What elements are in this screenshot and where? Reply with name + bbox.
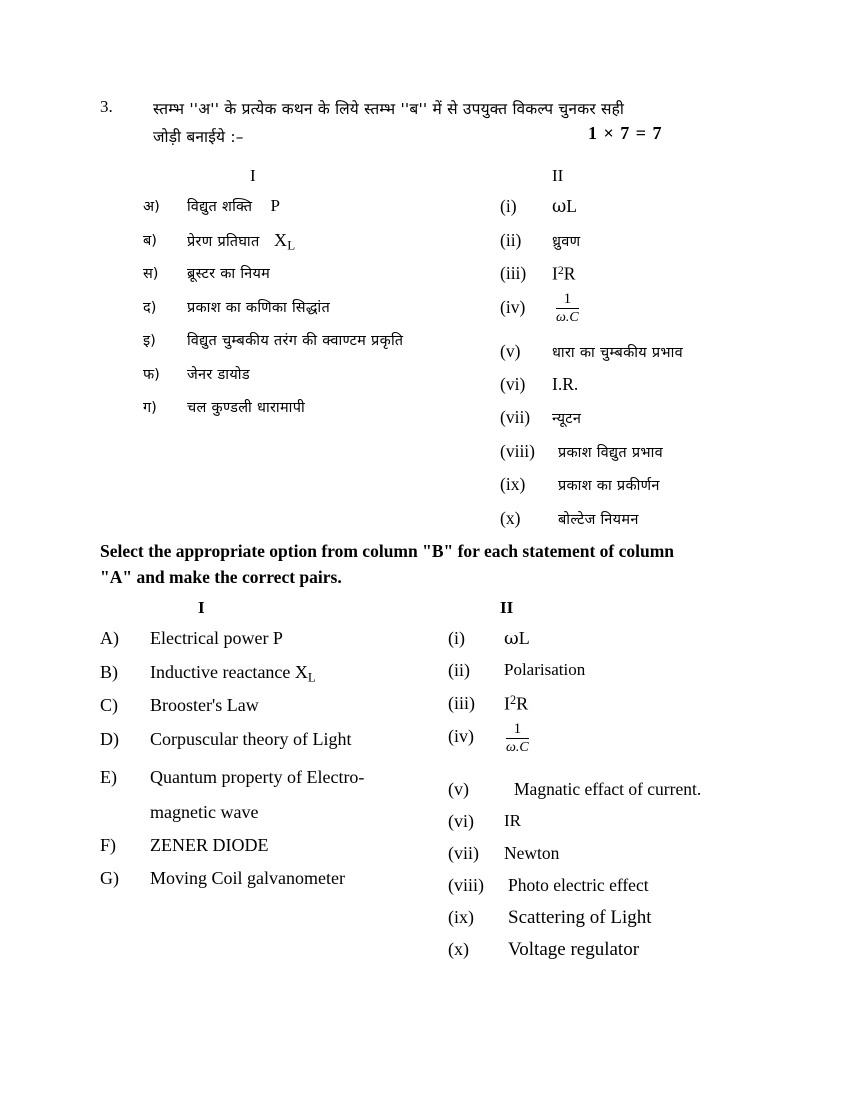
hindi-item-text: विद्युत शक्ति P [187, 196, 281, 215]
english-option-value: ωL [504, 628, 530, 649]
english-option-value [506, 721, 529, 757]
list-item [143, 196, 503, 230]
english-item-label: E) [100, 766, 117, 787]
list-item [500, 407, 800, 441]
english-option-value: Magnatic effact of current. [514, 779, 702, 799]
fraction [506, 722, 529, 755]
hindi-option-value: प्रकाश विद्युत प्रभाव [558, 444, 663, 461]
english-instruction-line-2: "A" and make the correct pairs. [100, 567, 342, 587]
english-option-value: Newton [504, 843, 560, 863]
hindi-item-label: ग) [143, 400, 157, 416]
hindi-column-2-header: II [552, 166, 564, 185]
list-item [500, 230, 800, 264]
english-column-2-header: II [500, 598, 514, 617]
roman-numeral: (ix) [448, 907, 474, 927]
list-item [100, 868, 480, 902]
fraction-numerator: 1 [506, 722, 529, 739]
list-item [448, 721, 788, 779]
hindi-option-value: प्रकाश का प्रकीर्णन [558, 478, 660, 494]
english-column-2-list [448, 628, 788, 971]
list-item [500, 290, 800, 341]
english-item-text: ZENER DIODE [150, 834, 269, 855]
list-item-continuation [100, 802, 480, 835]
list-item [100, 628, 480, 662]
list-item [500, 474, 800, 508]
list-item [143, 330, 503, 364]
list-item [100, 835, 480, 869]
hindi-item-text: प्रकाश का कणिका सिद्धांत [187, 299, 331, 316]
symbol-x-subscript: L [287, 237, 296, 253]
english-item-label: G) [100, 868, 119, 888]
hindi-column-1-header: I [250, 166, 256, 185]
hindi-item-label: द) [143, 299, 157, 316]
hindi-prompt-line-2: जोड़ी बनाईये :– [153, 128, 244, 146]
hindi-column-2-list [500, 196, 800, 541]
english-item-text: magnetic wave [150, 801, 259, 822]
roman-numeral: (vii) [448, 843, 479, 863]
roman-numeral: (ii) [448, 660, 470, 680]
english-item-text: Quantum property of Electro- [150, 766, 365, 787]
roman-numeral: (vi) [500, 373, 526, 394]
list-item [500, 374, 800, 408]
list-item [448, 811, 788, 843]
hindi-item-text: प्रेरण प्रतिघात $X_L$ [187, 229, 296, 253]
fraction-denominator: ω.C [556, 309, 579, 325]
list-item [448, 843, 788, 875]
fraction-denominator: ω.C [506, 740, 529, 755]
hindi-option-value: धारा का चुम्बकीय प्रभाव [552, 344, 684, 361]
english-item-text: Inductive reactance $X_L$ [150, 661, 316, 685]
roman-numeral: (i) [448, 628, 465, 648]
roman-numeral: (iii) [500, 263, 527, 283]
hindi-item-label: ब) [143, 232, 157, 249]
hindi-item-label: स) [143, 266, 159, 282]
list-item [500, 341, 800, 374]
symbol-x-subscript: L [307, 669, 316, 685]
list-item [143, 230, 503, 264]
roman-numeral: (i) [500, 196, 517, 216]
fraction-numerator: 1 [556, 292, 579, 309]
question-number: 3. [100, 97, 113, 116]
roman-numeral: (ii) [500, 229, 522, 250]
hindi-item-label: फ) [143, 366, 160, 383]
hindi-option-value: बोल्टेज नियमन [558, 511, 639, 528]
roman-numeral: (viii) [500, 440, 535, 461]
english-option-value: IR [504, 811, 521, 830]
hindi-option-value: I.R. [552, 373, 579, 394]
hindi-item-text: ब्रूस्टर का नियम [187, 266, 271, 282]
hindi-item-text: चल कुण्डली धारामापी [187, 400, 306, 416]
english-option-value: Voltage regulator [508, 939, 640, 960]
hindi-option-value: ध्रुवण [552, 233, 581, 250]
hindi-option-value [556, 290, 579, 327]
english-instruction-line-1: Select the appropriate option from column "B" for each statement of column [100, 541, 675, 561]
roman-numeral: (v) [448, 779, 469, 799]
list-item [143, 297, 503, 331]
english-item-label: B) [100, 661, 118, 682]
roman-numeral: (x) [448, 939, 469, 959]
hindi-item-text: जेनर डायोड [187, 366, 250, 383]
fraction [556, 292, 579, 325]
english-item-label: D) [100, 728, 119, 749]
symbol-p: P [270, 196, 281, 215]
hindi-column-1-list [143, 196, 503, 431]
list-item [500, 263, 800, 297]
marks-allocation: 1 × 7 = 7 [588, 123, 663, 143]
list-item [448, 693, 788, 726]
roman-numeral: (iv) [500, 296, 526, 317]
roman-numeral: (iii) [448, 693, 475, 713]
hindi-prompt-line-1: स्तम्भ ''अ'' के प्रत्येक कथन के लिये स्तम्भ ''ब'' में से उपयुक्त विकल्प चुनकर सही [153, 100, 625, 118]
symbol-x: X [273, 229, 288, 250]
english-item-text: Electrical power P [150, 628, 283, 648]
question-prompt-hindi [153, 95, 800, 151]
list-item [100, 729, 480, 767]
list-item [100, 695, 480, 729]
list-item [500, 508, 800, 542]
roman-numeral: (x) [500, 507, 521, 528]
list-item [143, 397, 503, 431]
english-column-1-header: I [198, 598, 205, 617]
list-item [500, 441, 800, 475]
list-item [143, 364, 503, 398]
english-item-text: Moving Coil galvanometer [150, 868, 345, 888]
roman-numeral: (vii) [500, 407, 531, 427]
list-item [448, 660, 788, 693]
english-option-value: Polarisation [504, 660, 586, 679]
list-item [143, 263, 503, 297]
hindi-item-label: इ) [143, 333, 156, 349]
list-item [100, 662, 480, 696]
roman-numeral: (ix) [500, 474, 526, 494]
english-option-value: $I^2R$ [504, 693, 529, 714]
english-instruction [100, 538, 800, 590]
hindi-item-text: विद्युत चुम्बकीय तरंग की क्वाण्टम प्रकृति [187, 333, 404, 349]
english-item-label: C) [100, 695, 118, 715]
english-item-text: Corpuscular theory of Light [150, 728, 352, 749]
english-item-text: Brooster's Law [150, 695, 259, 715]
roman-numeral: (vi) [448, 811, 474, 831]
english-column-1-list [100, 628, 480, 902]
hindi-option-value: न्यूटन [552, 411, 582, 427]
roman-numeral: (viii) [448, 875, 484, 895]
list-item [100, 767, 480, 802]
english-option-value: Photo electric effect [508, 875, 649, 895]
hindi-item-label: अ) [143, 199, 160, 215]
list-item [448, 628, 788, 660]
roman-numeral: (v) [500, 340, 521, 361]
roman-numeral: (iv) [448, 726, 474, 746]
list-item [500, 196, 800, 230]
list-item [448, 939, 788, 971]
english-item-label: F) [100, 834, 117, 855]
english-option-value: Scattering of Light [508, 907, 652, 928]
list-item [448, 779, 788, 811]
list-item [448, 875, 788, 907]
hindi-option-value: $I^2R$ [552, 263, 576, 284]
list-item [448, 907, 788, 939]
english-item-label: A) [100, 628, 119, 648]
hindi-option-value: ωL [552, 196, 577, 217]
